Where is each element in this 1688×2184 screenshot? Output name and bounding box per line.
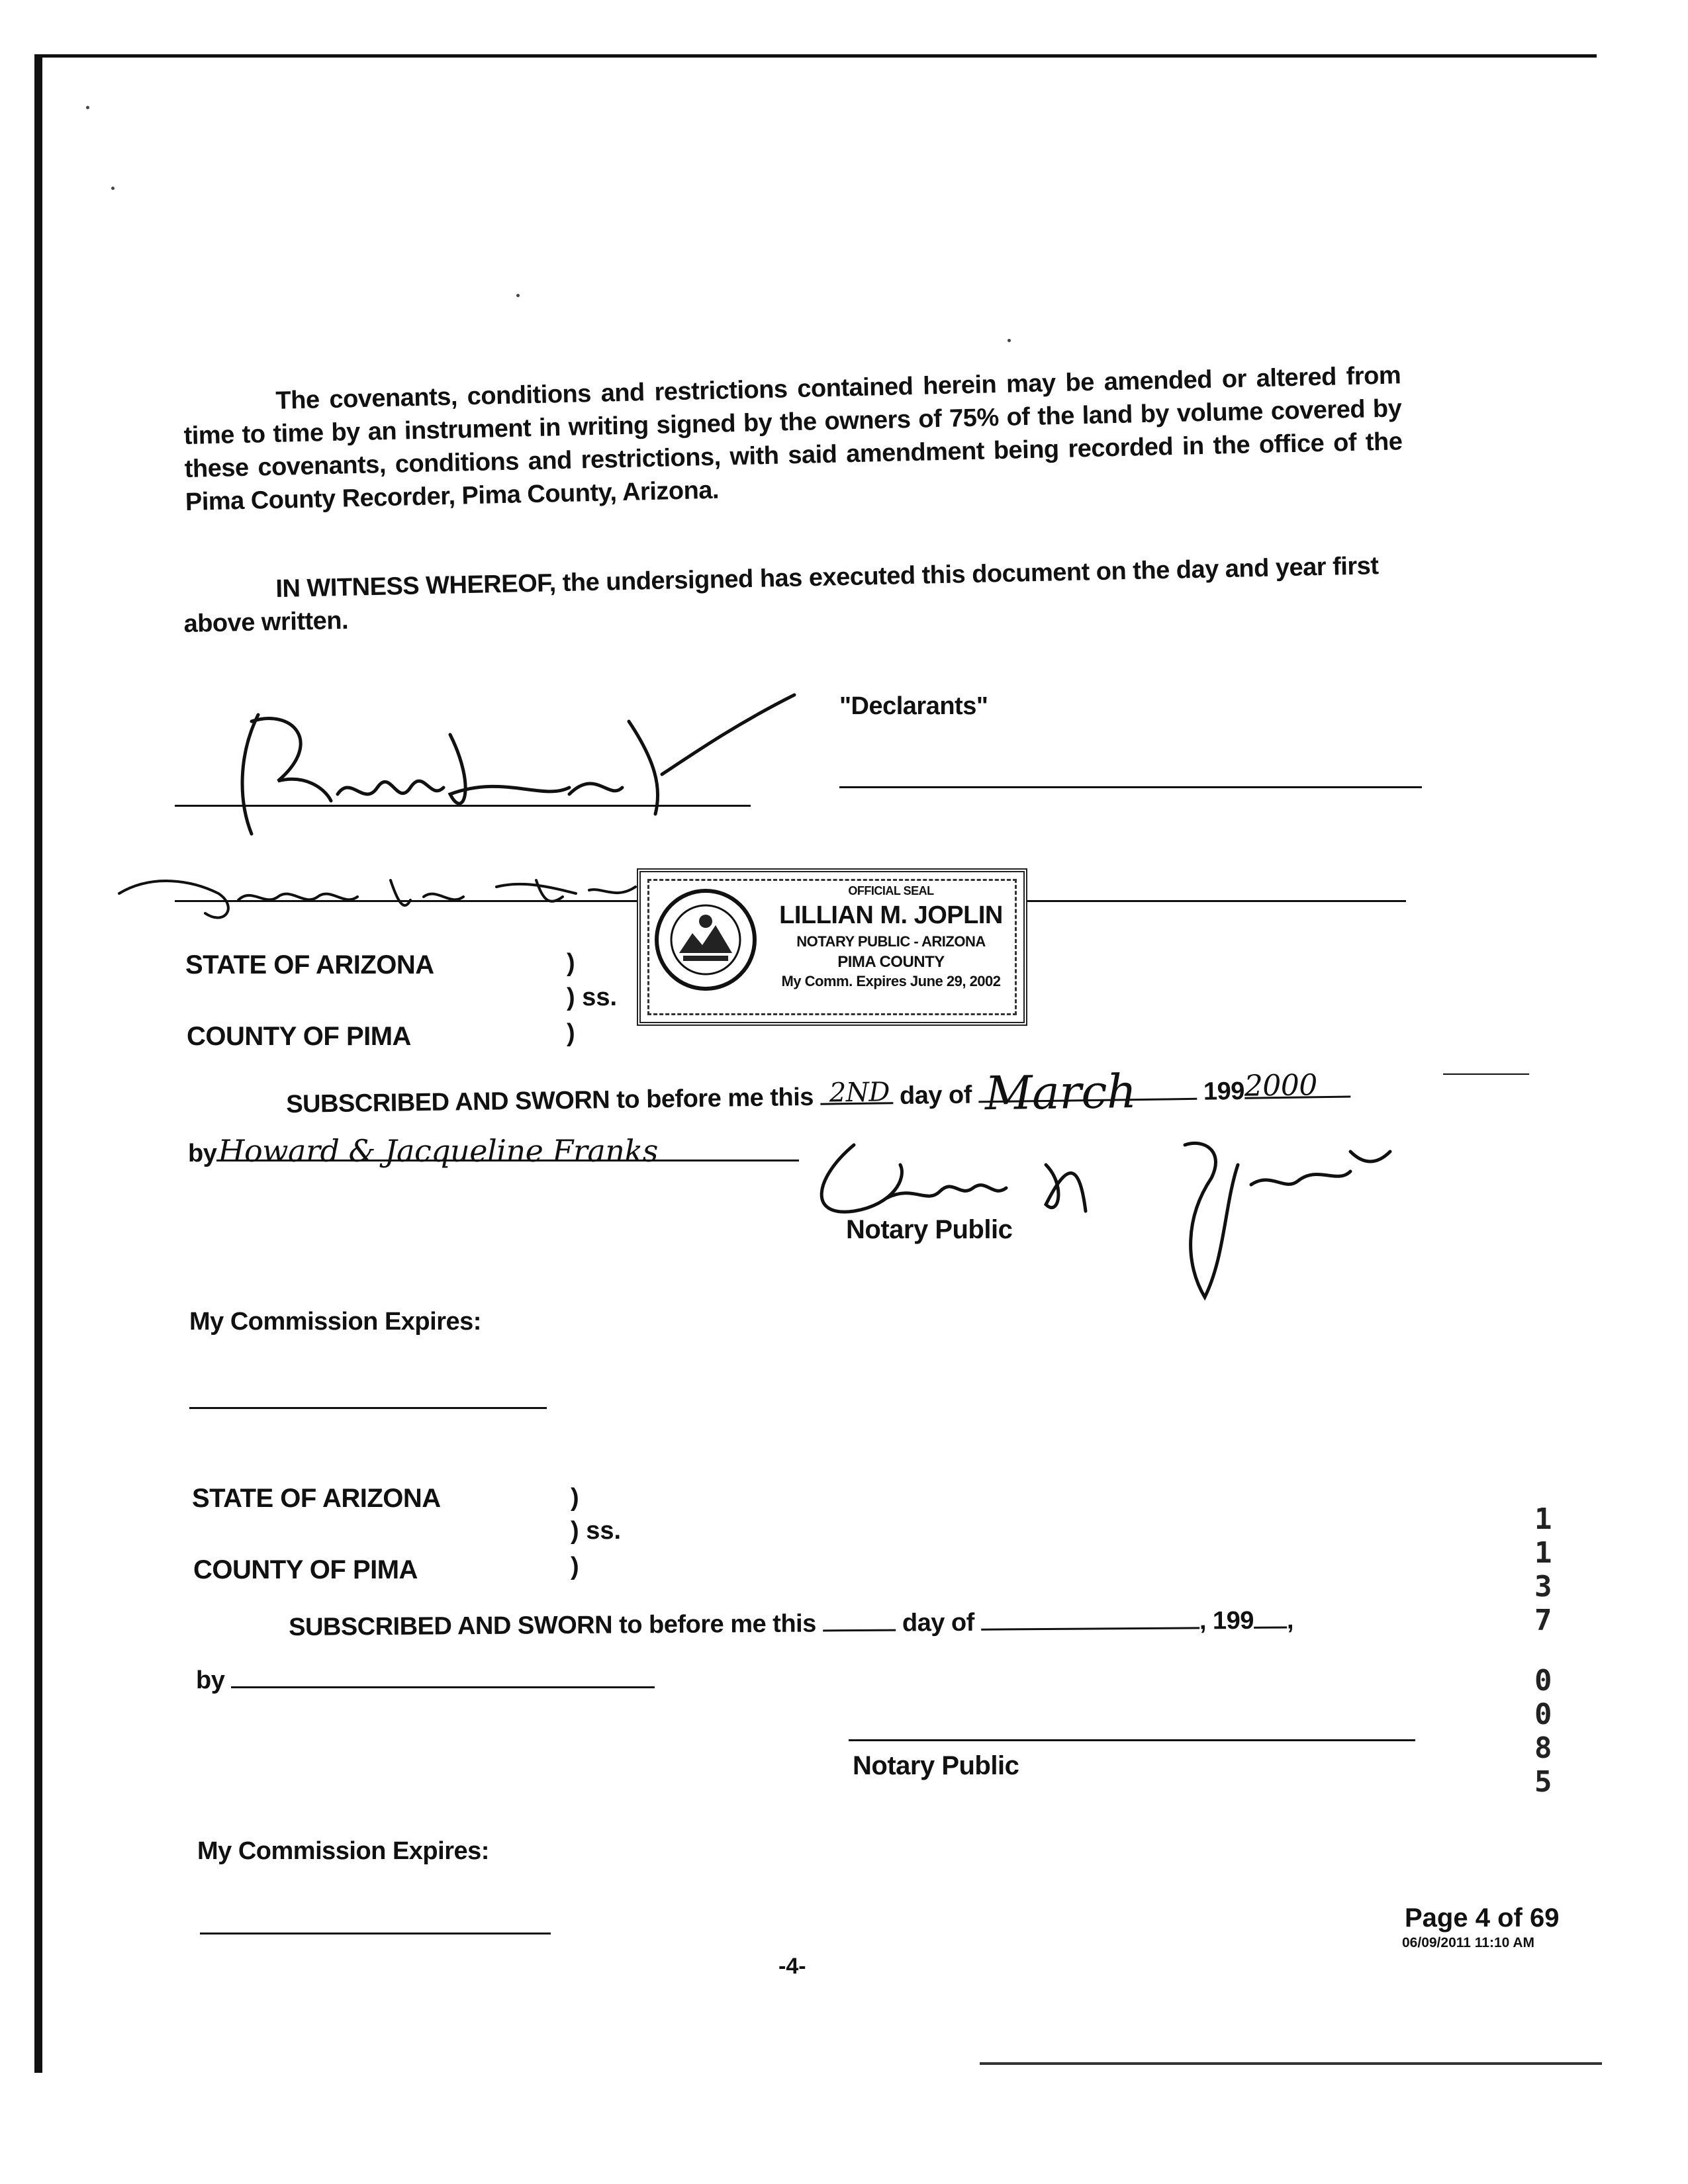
seal-expiration: My Comm. Expires June 29, 2002 <box>781 973 1001 989</box>
stamp-digit: 3 <box>1534 1570 1552 1604</box>
commission-expires-label: My Commission Expires: <box>189 1308 481 1336</box>
declarant-signature-2 <box>113 860 642 936</box>
notary-seal <box>637 868 1027 1026</box>
by-label: by <box>196 1666 225 1694</box>
sworn-prefix: SUBSCRIBED AND SWORN to before me this <box>289 1610 816 1641</box>
scan-speck <box>516 294 520 297</box>
month-field[interactable] <box>981 1627 1199 1630</box>
amendment-paragraph-text: The covenants, conditions and restrictions contained herein may be amended or altered from time to time by an instrument in writing signed by the owners of 75% of the land by volume covered by these covenants, conditions and restrictions, with said amendment being recorded in the office of the Pima County Recorder, Pima County, Arizona. <box>183 361 1403 516</box>
declarants-label: "Declarants" <box>839 692 988 720</box>
day-of-label: day of <box>902 1608 974 1637</box>
by-field <box>216 1133 799 1169</box>
scan-speck <box>111 187 115 190</box>
commission-expires-line <box>189 1407 547 1409</box>
stamp-digit: 7 <box>1534 1604 1552 1637</box>
venue-paren: ) <box>571 1484 579 1512</box>
stamp-digit: 1 <box>1534 1536 1552 1570</box>
month-value: March <box>984 1064 1137 1121</box>
day-field[interactable] <box>823 1629 896 1632</box>
year-value: 2000 <box>1244 1068 1318 1103</box>
venue-paren: ) <box>567 949 575 977</box>
scan-speck <box>86 106 89 109</box>
seal-header: OFFICIAL SEAL <box>848 884 934 897</box>
declarant-signature-1 <box>199 695 794 864</box>
commission-expires-label: My Commission Expires: <box>197 1837 489 1865</box>
subscribed-sworn-line-2: SUBSCRIBED AND SWORN to before me this day of , 199 , <box>289 1606 1294 1641</box>
by-field[interactable] <box>231 1686 655 1688</box>
county-label: COUNTY OF PIMA <box>187 1022 411 1051</box>
day-value: 2ND <box>829 1077 890 1109</box>
venue-paren: ) <box>571 1553 579 1580</box>
ss-label: ) ss. <box>567 983 618 1011</box>
ss-label: ) ss. <box>571 1517 622 1545</box>
sworn-prefix: SUBSCRIBED AND SWORN to before me this <box>286 1083 814 1118</box>
year-prefix: 199 <box>1203 1077 1245 1106</box>
stamp-digit: 5 <box>1534 1765 1552 1799</box>
arizona-seal-emblem-icon <box>653 887 759 993</box>
stamp-digit: 8 <box>1534 1731 1552 1765</box>
page-border-left <box>34 54 42 2073</box>
page-border-top <box>34 54 1597 58</box>
month-field <box>978 1064 1197 1121</box>
witness-paragraph-text: IN WITNESS WHEREOF, the undersigned has executed this document on the day and year first above written. <box>183 552 1379 638</box>
by-value: Howard & Jacqueline Franks <box>218 1133 658 1169</box>
seal-notary-name: LILLIAN M. JOPLIN <box>779 901 1003 929</box>
day-of-label: day of <box>899 1081 972 1111</box>
seal-notary-title: NOTARY PUBLIC - ARIZONA <box>796 933 986 950</box>
year-field <box>1244 1068 1350 1103</box>
notary-public-label: Notary Public <box>853 1751 1019 1780</box>
print-timestamp: 06/09/2011 11:10 AM <box>1402 1935 1535 1950</box>
year-prefix: , 199 <box>1199 1606 1254 1635</box>
page-counter: Page 4 of 69 <box>1405 1903 1560 1933</box>
stamp-digit: 0 <box>1534 1664 1552 1698</box>
venue-paren: ) <box>567 1019 575 1047</box>
page-border-bottom <box>980 2062 1602 2065</box>
stamp-digit: 1 <box>1534 1502 1552 1536</box>
scan-speck <box>1008 339 1011 342</box>
state-label: STATE OF ARIZONA <box>192 1484 441 1513</box>
amendment-paragraph <box>183 359 1403 519</box>
state-label: STATE OF ARIZONA <box>185 950 434 979</box>
sworn-by-line-1 <box>188 1133 799 1169</box>
notary-signature-line[interactable] <box>849 1739 1415 1741</box>
by-label: by <box>188 1140 217 1167</box>
witness-paragraph <box>183 549 1402 641</box>
county-label: COUNTY OF PIMA <box>193 1555 418 1584</box>
page-number: -4- <box>778 1954 806 1979</box>
seal-county: PIMA COUNTY <box>837 953 945 971</box>
sworn-by-line-2 <box>196 1666 655 1695</box>
notary-public-label: Notary Public <box>846 1215 1013 1244</box>
subscribed-sworn-line-1 <box>286 1064 1350 1121</box>
day-field <box>820 1077 893 1109</box>
commission-expires-line[interactable] <box>200 1933 551 1934</box>
stamp-digit: 0 <box>1534 1698 1552 1731</box>
declarant-signature-line-2 <box>839 786 1422 788</box>
margin-stroke <box>1443 1073 1529 1075</box>
recording-number-stamp <box>1534 1502 1568 1799</box>
year-field[interactable] <box>1254 1626 1287 1628</box>
